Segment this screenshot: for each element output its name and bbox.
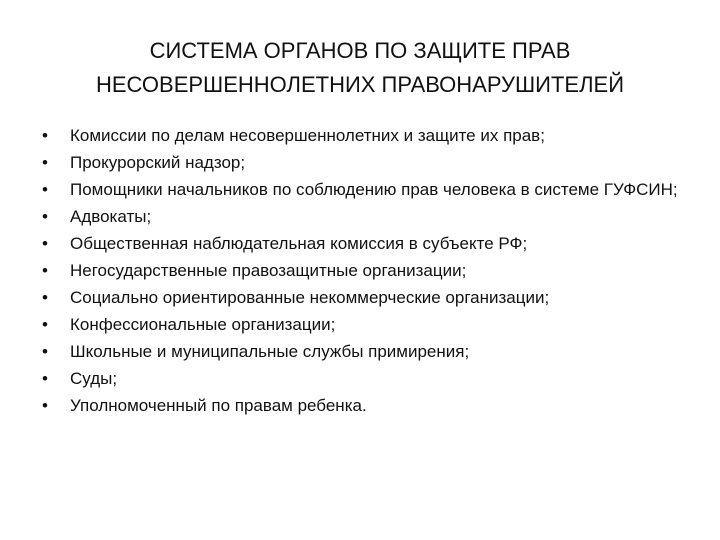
list-item-text: Школьные и муниципальные службы примирения; bbox=[70, 342, 470, 361]
list-item bbox=[40, 125, 680, 147]
bullet-icon: • bbox=[42, 369, 48, 388]
bullet-icon: • bbox=[42, 342, 48, 361]
list-item bbox=[40, 368, 680, 390]
list-item bbox=[40, 395, 680, 417]
list-item bbox=[40, 287, 680, 309]
bullet-list bbox=[40, 125, 680, 422]
list-item bbox=[40, 314, 680, 336]
title-line-1: СИСТЕМА ОРГАНОВ ПО ЗАЩИТЕ ПРАВ bbox=[149, 38, 571, 63]
bullet-icon: • bbox=[42, 288, 48, 307]
bullet-icon: • bbox=[42, 234, 48, 253]
list-item-text: Суды; bbox=[70, 369, 118, 388]
list-item bbox=[40, 206, 680, 228]
slide-title bbox=[30, 34, 690, 102]
list-item-text: Социально ориентированные некоммерческие организации; bbox=[70, 288, 550, 307]
list-item bbox=[40, 260, 680, 282]
bullet-icon: • bbox=[42, 126, 48, 145]
list-item-text: Общественная наблюдательная комиссия в субъекте РФ; bbox=[70, 234, 528, 253]
bullet-icon: • bbox=[42, 180, 48, 199]
bullet-icon: • bbox=[42, 153, 48, 172]
list-item bbox=[40, 233, 680, 255]
list-item-text: Уполномоченный по правам ребенка. bbox=[70, 396, 367, 415]
bullet-icon: • bbox=[42, 261, 48, 280]
bullet-icon: • bbox=[42, 396, 48, 415]
list-item bbox=[40, 341, 680, 363]
title-line-2: НЕСОВЕРШЕННОЛЕТНИХ ПРАВОНАРУШИТЕЛЕЙ bbox=[95, 72, 625, 97]
bullet-icon: • bbox=[42, 315, 48, 334]
list-item bbox=[40, 152, 680, 174]
list-item-text: Адвокаты; bbox=[70, 207, 152, 226]
list-item-text: Прокурорский надзор; bbox=[70, 153, 246, 172]
list-item-text: Негосударственные правозащитные организации; bbox=[70, 261, 467, 280]
list-item-text: Комиссии по делам несовершеннолетних и защите их прав; bbox=[70, 126, 545, 145]
list-item-text: Помощники начальников по соблюдению прав человека в системе ГУФСИН; bbox=[70, 180, 678, 199]
list-item-text: Конфессиональные организации; bbox=[70, 315, 336, 334]
bullet-icon: • bbox=[42, 207, 48, 226]
list-item bbox=[40, 179, 680, 201]
